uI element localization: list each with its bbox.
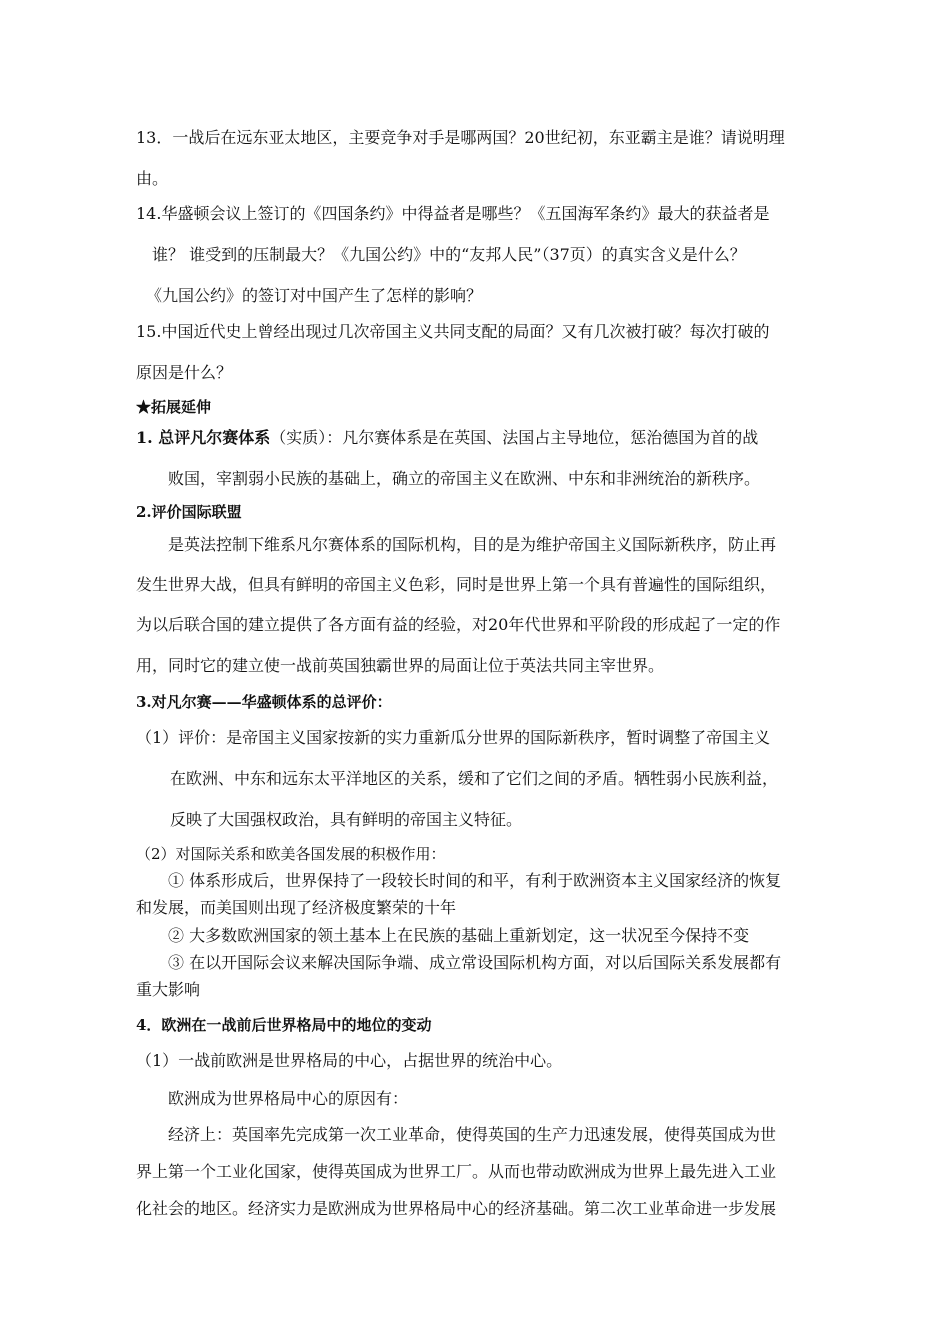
section-3-item-2: ② 大多数欧洲国家的领土基本上在民族的基础上重新划定，这一状况至今保持不变 [168,926,750,945]
section-1-title: 1. 总评凡尔赛体系 [136,428,271,447]
section-3-point-1-line-3: 反映了大国强权政治，具有鲜明的帝国主义特征。 [170,810,523,829]
section-4-economy-line-3: 化社会的地区。经济实力是欧洲成为世界格局中心的经济基础。第二次工业革命进一步发展 [136,1199,777,1218]
section-2-line-4: 用，同时它的建立使一战前英国独霸世界的局面让位于英法共同主宰世界。 [136,656,665,675]
section-3-point-2: （2）对国际关系和欧美各国发展的积极作用： [136,845,446,863]
extension-heading: ★拓展延伸 [136,398,212,416]
section-1-line-2: 败国，宰割弱小民族的基础上，确立的帝国主义在欧洲、中东和非洲统治的新秩序。 [168,469,761,488]
section-3-item-1-line-1: ① 体系形成后，世界保持了一段较长时间的和平，有利于欧洲资本主义国家经济的恢复 [168,871,782,890]
section-3-item-1-line-2: 和发展，而美国则出现了经济极度繁荣的十年 [136,898,457,917]
question-13-line-1: 13．一战后在远东亚太地区，主要竞争对手是哪两国？20世纪初，东亚霸主是谁？请说明理 [136,128,785,147]
section-4-economy-line-1: 经济上：英国率先完成第一次工业革命，使得英国的生产力迅速发展，使得英国成为世 [168,1125,777,1144]
section-2-line-1: 是英法控制下维系凡尔赛体系的国际机构，目的是为维护帝国主义国际新秩序，防止再 [168,535,777,554]
question-15-line-1: 15.中国近代史上曾经出现过几次帝国主义共同支配的局面？又有几次被打破？每次打破的 [136,322,770,341]
section-2-line-3: 为以后联合国的建立提供了各方面有益的经验，对20年代世界和平阶段的形成起了一定的作 [136,615,781,634]
question-14-line-1: 14.华盛顿会议上签订的《四国条约》中得益者是哪些？《五国海军条约》最大的获益者是 [136,204,770,223]
question-14-line-3: 《九国公约》的签订对中国产生了怎样的影响？ [146,286,483,305]
question-15-line-2: 原因是什么？ [136,363,233,382]
section-3-item-3-line-2: 重大影响 [136,980,201,999]
section-4-economy-line-2: 界上第一个工业化国家，使得英国成为世界工厂。从而也带动欧洲成为世界上最先进入工业 [136,1162,777,1181]
section-1-text: （实质）：凡尔赛体系是在英国、法国占主导地位，惩治德国为首的战 [270,428,759,447]
section-1-line-1 [136,428,758,448]
section-4-title: 4．欧洲在一战前后世界格局中的地位的变动 [136,1016,432,1034]
section-3-item-3-line-1: ③ 在以开国际会议来解决国际争端、成立常设国际机构方面，对以后国际关系发展都有 [168,953,782,972]
section-4-point-1: （1）一战前欧洲是世界格局的中心，占据世界的统治中心。 [136,1051,563,1070]
question-13-line-2: 由。 [136,169,169,188]
section-3-point-1-line-2: 在欧洲、中东和远东太平洋地区的关系，缓和了它们之间的矛盾。牺牲弱小民族利益， [170,769,779,788]
section-2-title: 2.评价国际联盟 [136,503,242,521]
section-2-line-2: 发生世界大战，但具有鲜明的帝国主义色彩，同时是世界上第一个具有普遍性的国际组织， [136,575,777,594]
question-14-line-2: 谁？ 谁受到的压制最大？《九国公约》中的“友邦人民”（37页）的真实含义是什么？ [152,245,746,264]
section-3-point-1-line-1: （1）评价：是帝国主义国家按新的实力重新瓜分世界的国际新秩序，暂时调整了帝国主义 [136,728,771,747]
section-3-title: 3.对凡尔赛——华盛顿体系的总评价： [136,693,392,711]
section-4-point-2: 欧洲成为世界格局中心的原因有： [168,1089,409,1108]
